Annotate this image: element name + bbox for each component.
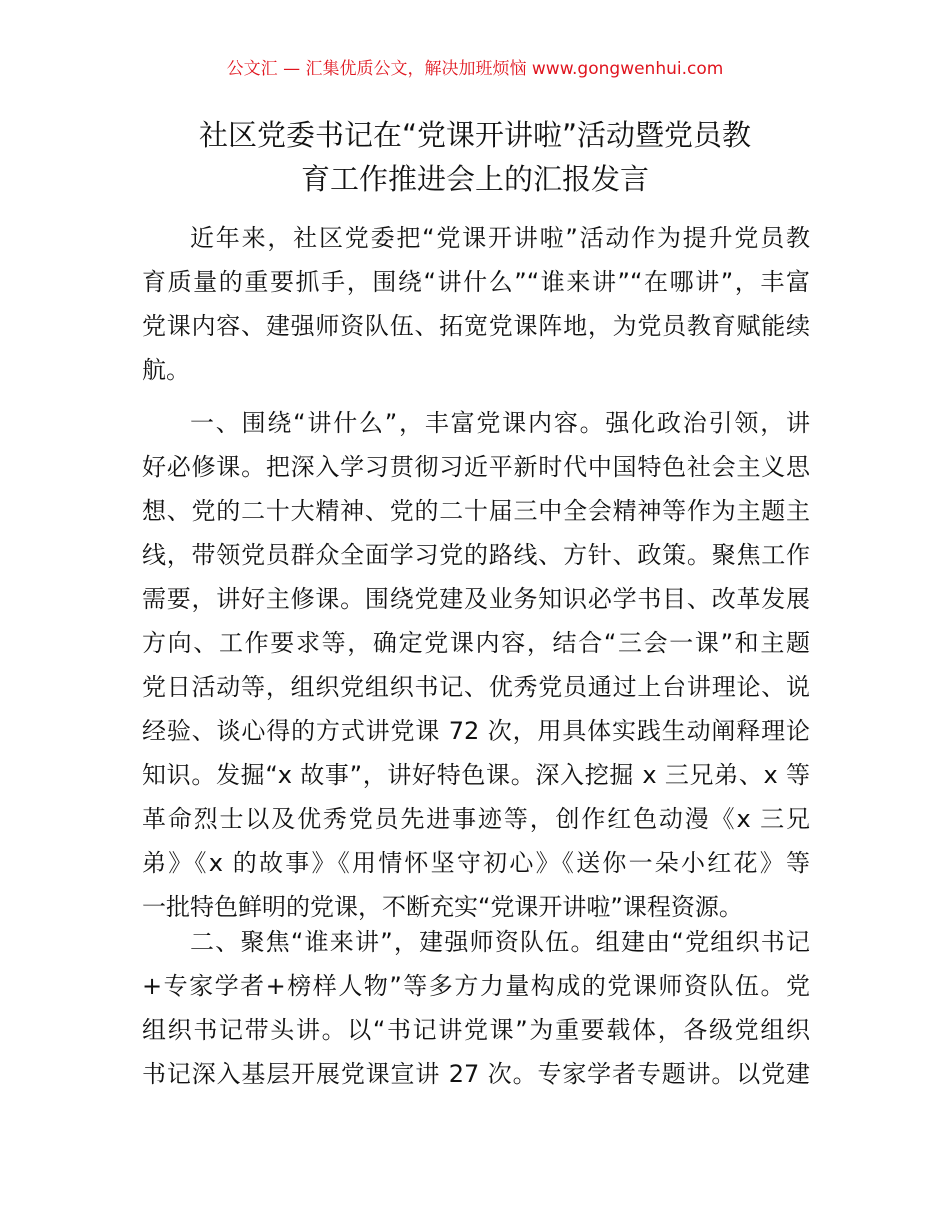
title-line: 育工作推进会上的汇报发言 (300, 162, 649, 196)
text-line: 线，带领党员群众全面学习党的路线、方针、政策。聚焦工作 (142, 541, 810, 569)
text-line: 想、党的二十大精神、党的二十届三中全会精神等作为主题主 (142, 497, 810, 525)
title-line: 社区党委书记在“党课开讲啦”活动暨党员教 (198, 118, 752, 152)
paragraph-section-two (142, 920, 810, 1096)
text-line: 一批特色鲜明的党课，不断充实“党课开讲啦”课程资源。 (142, 893, 743, 921)
paragraph-section-one (142, 401, 810, 929)
text-line: 弟》《x 的故事》《用情怀坚守初心》《送你一朵小红花》等 (142, 849, 810, 877)
text-line: 育质量的重要抓手，围绕“讲什么”“谁来讲”“在哪讲”，丰富 (142, 268, 810, 296)
text-line: 近年来，社区党委把“党课开讲啦”活动作为提升党员教 (190, 224, 810, 252)
text-line: 书记深入基层开展党课宣讲 27 次。专家学者专题讲。以党建 (142, 1060, 810, 1088)
text-line: 方向、工作要求等，确定党课内容，结合“三会一课”和主题 (142, 629, 810, 657)
text-line: 二、聚焦“谁来讲”，建强师资队伍。组建由“党组织书记 (190, 928, 810, 956)
text-line: 革命烈士以及优秀党员先进事迹等，创作红色动漫《x 三兄 (142, 805, 810, 833)
text-line: 需要，讲好主修课。围绕党建及业务知识必学书目、改革发展 (142, 585, 810, 613)
text-line: 航。 (142, 356, 190, 384)
document-title (120, 113, 830, 201)
text-line: 知识。发掘“x 故事”，讲好特色课。深入挖掘 x 三兄弟、x 等 (142, 761, 810, 789)
paragraph-intro (142, 216, 810, 392)
text-line: +专家学者+榜样人物”等多方力量构成的党课师资队伍。党 (142, 972, 810, 1000)
site-banner: 公文汇 — 汇集优质公文，解决加班烦恼 www.gongwenhui.com (226, 59, 724, 79)
text-line: 一、围绕“讲什么”，丰富党课内容。强化政治引领，讲 (190, 409, 810, 437)
text-line: 党日活动等，组织党组织书记、优秀党员通过上台讲理论、说 (142, 673, 810, 701)
text-line: 经验、谈心得的方式讲党课 72 次，用具体实践生动阐释理论 (142, 717, 810, 745)
text-line: 党课内容、建强师资队伍、拓宽党课阵地，为党员教育赋能续 (142, 312, 810, 340)
text-line: 组织书记带头讲。以“书记讲党课”为重要载体，各级党组织 (142, 1016, 810, 1044)
text-line: 好必修课。把深入学习贯彻习近平新时代中国特色社会主义思 (142, 453, 810, 481)
